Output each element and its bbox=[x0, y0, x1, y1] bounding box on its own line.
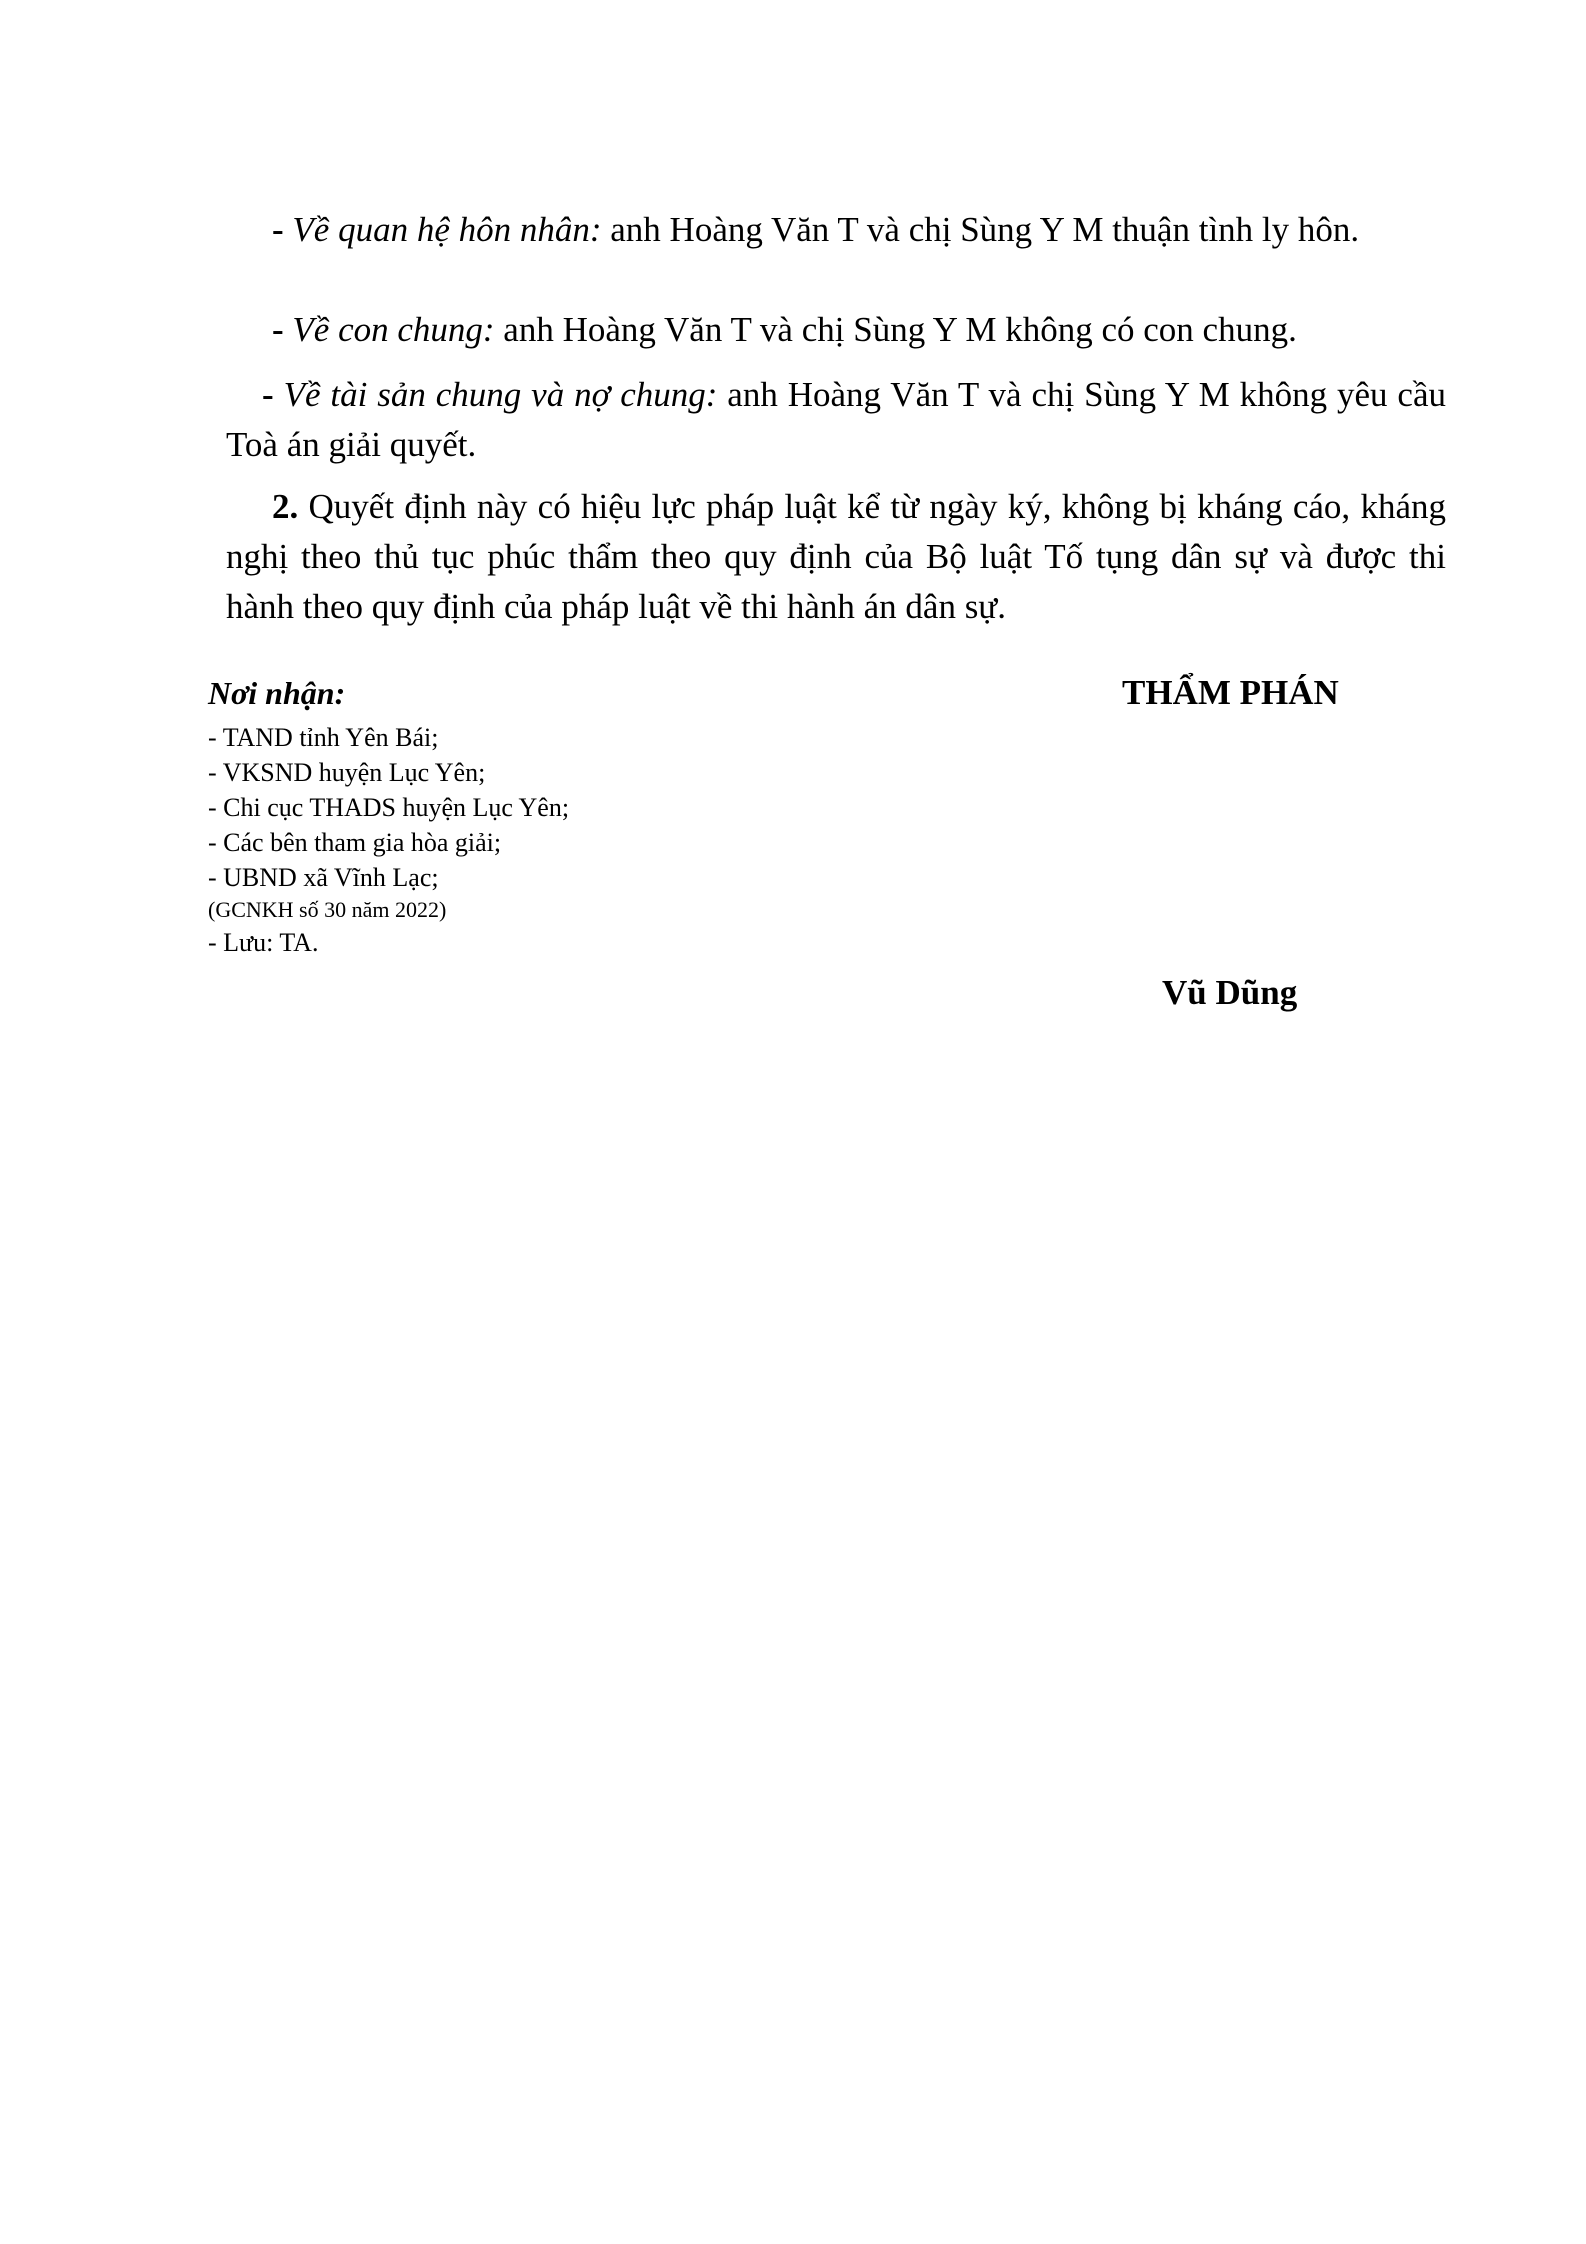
recipient-item: - Lưu: TA. bbox=[208, 928, 319, 957]
signature-name: Vũ Dũng bbox=[1162, 973, 1298, 1012]
paragraph-children bbox=[226, 305, 1446, 355]
dash: - bbox=[272, 210, 284, 249]
paragraph-marriage bbox=[226, 205, 1446, 255]
recipient-item: - TAND tỉnh Yên Bái; bbox=[208, 723, 439, 752]
recipient-item: - Các bên tham gia hòa giải; bbox=[208, 828, 502, 857]
recipients-list bbox=[208, 720, 908, 960]
signature-title: THẨM PHÁN bbox=[1122, 673, 1339, 712]
paragraph-property-text: anh Hoàng Văn T và chị Sùng Y M không yêu cầu Toà án giải quyết. bbox=[226, 375, 1447, 464]
dash: - bbox=[262, 375, 274, 414]
paragraph-children-text: anh Hoàng Văn T và chị Sùng Y M không có con chung. bbox=[503, 310, 1297, 349]
lead-text: Về quan hệ hôn nhân: bbox=[292, 210, 602, 249]
paragraph-number: 2. bbox=[272, 487, 299, 526]
recipients-block bbox=[208, 670, 908, 960]
recipient-item: - Chi cục THADS huyện Lục Yên; bbox=[208, 793, 570, 822]
recipient-item: - VKSND huyện Lục Yên; bbox=[208, 758, 486, 787]
paragraph-children-lead bbox=[272, 310, 495, 349]
paragraph-effect-text: Quyết định này có hiệu lực pháp luật kể từ ngày ký, không bị kháng cáo, kháng nghị theo thủ tục phúc thẩm theo quy định của Bộ luật Tố tụng dân sự và được thi hành theo quy định của pháp luật về thi hành án dân sự. bbox=[226, 487, 1446, 626]
paragraph-property bbox=[226, 370, 1446, 470]
lead-text: Về con chung: bbox=[292, 310, 495, 349]
recipients-title: Nơi nhận: bbox=[208, 675, 346, 711]
dash: - bbox=[272, 310, 284, 349]
paragraph-effect bbox=[226, 482, 1446, 632]
paragraph-marriage-text: anh Hoàng Văn T và chị Sùng Y M thuận tình ly hôn. bbox=[610, 210, 1360, 249]
paragraph-marriage-lead bbox=[272, 210, 602, 249]
recipient-item: - UBND xã Vĩnh Lạc; bbox=[208, 863, 439, 892]
lead-text: Về tài sản chung và nợ chung: bbox=[283, 375, 718, 414]
recipient-note: (GCNKH số 30 năm 2022) bbox=[208, 897, 447, 922]
paragraph-property-lead bbox=[262, 375, 717, 414]
